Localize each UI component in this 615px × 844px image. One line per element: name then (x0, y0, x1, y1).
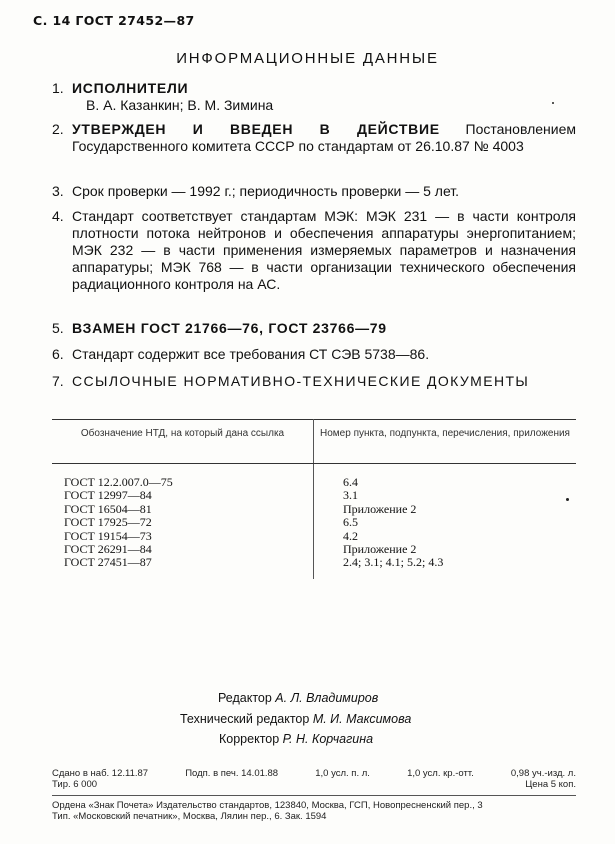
section-number: 4. (52, 208, 64, 224)
imprint-circulation: Тир. 6 000 (52, 779, 98, 790)
table-row-doc: ГОСТ 26291—84 (64, 542, 152, 557)
review-period-text: Срок проверки — 1992 г.; периодичность проверки — 5 лет. (72, 183, 460, 199)
section-5 (52, 320, 576, 337)
imprint-printer: Тип. «Московский печатник», Москва, Лялин пер., 6. Зак. 1594 (52, 811, 327, 822)
imprint-print-data (52, 768, 576, 790)
imprint-color-proofs: 1,0 усл. кр.-отт. (407, 768, 474, 779)
section-4 (52, 208, 576, 293)
section-heading: УТВЕРЖДЕН И ВВЕДЕН В ДЕЙСТВИЕ (72, 121, 440, 137)
section-number: 2. (52, 121, 64, 137)
section-number: 1. (52, 80, 64, 96)
table-row-ref: 6.4 (343, 475, 358, 489)
credit-tech-editor (180, 712, 411, 726)
section-number: 7. (52, 373, 64, 389)
table-header-document: Обозначение НТД, на который дана ссылка (80, 428, 285, 439)
imprint-price: Цена 5 коп. (525, 779, 576, 790)
scan-speck (566, 498, 569, 501)
executors-list: В. А. Казанкин; В. М. Зимина (86, 97, 274, 113)
imprint-typeset-date: Сдано в наб. 12.11.87 (52, 768, 149, 779)
table-row-doc: ГОСТ 16504—81 (64, 501, 152, 516)
section-heading: ССЫЛОЧНЫЕ НОРМАТИВНО-ТЕХНИЧЕСКИЕ ДОКУМЕНТЫ (72, 373, 530, 389)
table-header-reference: Номер пункта, подпункта, перечисления, приложения (320, 428, 570, 439)
section-number: 5. (52, 320, 64, 336)
imprint-signed-date: Подп. в печ. 14.01.88 (185, 768, 279, 779)
table-column-documents (64, 476, 173, 570)
table-row-doc: ГОСТ 12.2.007.0—75 (64, 475, 173, 489)
approval-text: Постановлением Государственного комитета СССР по стандартам от 26.10.87 № 4003 (72, 121, 576, 154)
section-heading: ВЗАМЕН ГОСТ 21766—76, ГОСТ 23766—79 (72, 320, 387, 336)
section-heading: ИСПОЛНИТЕЛИ (72, 80, 189, 96)
table-row-doc: ГОСТ 17925—72 (64, 515, 152, 530)
credit-name: А. Л. Владимиров (275, 691, 379, 705)
table-row-doc: ГОСТ 12997—84 (64, 488, 152, 503)
table-header-rule (52, 463, 576, 464)
table-row-doc: ГОСТ 27451—87 (64, 555, 152, 570)
table-column-references (343, 476, 443, 570)
credit-name: М. И. Максимова (312, 712, 412, 726)
section-6 (52, 346, 576, 363)
table-row-doc: ГОСТ 19154—73 (64, 528, 152, 543)
section-number: 6. (52, 346, 64, 362)
imprint-publisher-sheets: 0,98 уч.-изд. л. (510, 768, 576, 779)
table-row-ref: Приложение 2 (343, 501, 417, 516)
imprint-publisher: Ордена «Знак Почета» Издательство стандартов, 123840, Москва, ГСП, Новопресненский пер., 3 (52, 800, 483, 811)
table-top-rule (52, 419, 576, 420)
section-1 (52, 80, 576, 114)
table-row-ref: 2.4; 3.1; 4.1; 5.2; 4.3 (343, 555, 444, 570)
document-title: ИНФОРМАЦИОННЫЕ ДАННЫЕ (176, 50, 439, 67)
section-number: 3. (52, 183, 64, 199)
scan-speck (552, 102, 554, 104)
section-3 (52, 183, 576, 200)
imprint-print-sheets: 1,0 усл. п. л. (315, 768, 370, 779)
section-7 (52, 373, 576, 390)
table-column-divider (313, 419, 314, 579)
table-row-ref: Приложение 2 (343, 542, 417, 557)
page-header: С. 14 ГОСТ 27452—87 (33, 13, 195, 28)
credit-proofreader (219, 732, 373, 746)
imprint-rule (52, 795, 576, 796)
section-2 (52, 121, 576, 155)
table-row-ref: 4.2 (343, 528, 358, 543)
cmea-requirements-text: Стандарт содержит все требования СТ СЭВ 5738—86. (72, 346, 430, 362)
credit-name: Р. Н. Корчагина (282, 732, 374, 746)
credit-role: Корректор (219, 732, 280, 746)
table-row-ref: 3.1 (343, 488, 358, 503)
table-row-ref: 6.5 (343, 515, 358, 530)
credit-role: Редактор (218, 691, 272, 705)
credit-role: Технический редактор (180, 712, 310, 726)
credit-editor (218, 691, 378, 705)
iec-compliance-text: Стандарт соответствует стандартам МЭК: МЭК 231 — в части контроля плотности потока нейтронов и обеспечения аппаратуры энергопитанием; МЭК 232 — в части применения измеряемых параметров и назначения аппаратуры; МЭК 768 — в части организации технического обеспечения радиационного контроля на АС. (72, 208, 576, 292)
